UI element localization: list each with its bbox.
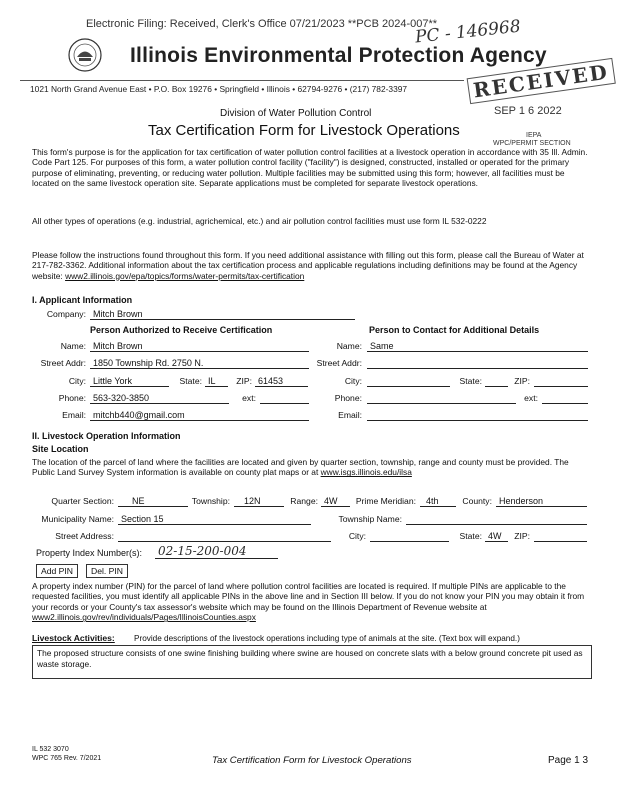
livestock-activities-label: Livestock Activities: (32, 633, 115, 643)
footer-title: Tax Certification Form for Livestock Operations (212, 755, 412, 766)
livestock-activities-hint: Provide descriptions of the livestock operations including type of animals at the site. (Text box will expand.) (134, 634, 520, 643)
township-label: Township: (191, 496, 230, 506)
stamp-section: WPC/PERMIT SECTION (493, 140, 571, 147)
contact-zip-field[interactable] (534, 376, 588, 387)
county-label: County: (462, 496, 492, 506)
prime-meridian-field[interactable]: 4th (420, 496, 456, 507)
range-field[interactable]: 4W (321, 496, 350, 507)
state-field[interactable]: IL (205, 376, 228, 387)
site-city-label: City: (348, 531, 366, 541)
section2-heading: II. Livestock Operation Information (32, 431, 181, 441)
range-label: Range: (290, 496, 318, 506)
prime-meridian-label: Prime Meridian: (355, 496, 416, 506)
header-rule (20, 80, 464, 81)
pc-number-handwritten: PC - 146968 (414, 16, 522, 48)
intro-paragraph-2: All other types of operations (e.g. industrial, agrichemical, etc.) and air pollution control facilities must use form IL 532-0222 (32, 216, 487, 226)
township-name-field[interactable] (406, 514, 587, 525)
contact-state-label: State: (459, 376, 482, 386)
agency-address: 1021 North Grand Avenue East • P.O. Box 19276 • Springfield • Illinois • 62794-9276 • (217) 782-3397 (30, 84, 408, 94)
isgs-link[interactable]: www.isgs.illinois.edu/ilsa (320, 467, 412, 478)
form-title: Tax Certification Form for Livestock Operations (148, 122, 460, 139)
intro-paragraph-1: This form's purpose is for the application for tax certification of water pollution control facilities at a livestock operation in accordance with 35 Ill. Admin. Code Part 125. For purposes of this form, a water pollution control facility ("facility") is designed, constructed, installed or operated for the primary purpose of eliminating, preventing, or reducing water pollution. Multiple facilities may be submitted using this form; however, all facilities must be located on the same livestock operation site. Separate applications must be completed for separate livestock operations. (32, 147, 588, 189)
contact-name-label: Name: (336, 341, 362, 351)
ext-label: ext: (242, 393, 256, 403)
state-label: State: (179, 376, 202, 386)
street-field[interactable]: 1850 Township Rd. 2750 N. (90, 358, 309, 369)
contact-street-field[interactable] (367, 358, 588, 369)
contact-person-heading: Person to Contact for Additional Details (369, 325, 540, 335)
contact-ext-field[interactable] (542, 393, 588, 404)
contact-ext-label: ext: (524, 393, 538, 403)
contact-zip-label: ZIP: (514, 376, 530, 386)
municipality-field[interactable]: Section 15 (118, 514, 311, 525)
email-field[interactable]: mitchb440@gmail.com (90, 410, 309, 421)
tax-cert-link[interactable]: www2.illinois.gov/epa/topics/forms/water-permits/tax-certification (65, 270, 305, 281)
contact-phone-field[interactable] (367, 393, 516, 404)
intro-paragraph-3-text: Please follow the instructions found throughout this form. If you need additional assistance with filling out this form, please call the Bureau of Water at 217-782-3362. Additional information about the tax certification process and applicable regulations including definitions may be found at the Agency website: (32, 250, 584, 281)
pin-label: Property Index Number(s): (36, 548, 143, 558)
phone-field[interactable]: 563-320-3850 (90, 393, 229, 404)
company-label: Company: (46, 309, 86, 319)
site-city-field[interactable] (370, 531, 449, 542)
site-street-field[interactable] (118, 531, 331, 542)
site-zip-field[interactable] (534, 531, 587, 542)
site-location-text (32, 457, 588, 478)
township-name-label: Township Name: (338, 514, 402, 524)
iepa-logo-icon (68, 38, 102, 72)
section1-heading: I. Applicant Information (32, 295, 133, 305)
add-pin-button[interactable]: Add PIN (36, 564, 78, 578)
contact-state-field[interactable] (485, 376, 508, 387)
received-stamp-text: RECEIVED (467, 58, 616, 104)
email-label: Email: (62, 410, 86, 420)
site-state-label: State: (459, 531, 482, 541)
intro-paragraph-3 (32, 250, 588, 281)
city-field[interactable]: Little York (90, 376, 169, 387)
name-label: Name: (60, 341, 86, 351)
site-street-label: Street Address: (55, 531, 114, 541)
footer-form-number: IL 532 3070 (32, 746, 69, 753)
township-field[interactable]: 12N (234, 496, 284, 507)
contact-city-label: City: (344, 376, 362, 386)
pin-instructions (32, 581, 588, 623)
quarter-section-field[interactable]: NE (118, 496, 188, 507)
zip-field[interactable]: 61453 (255, 376, 308, 387)
city-label: City: (68, 376, 86, 386)
livestock-activities-textbox[interactable] (32, 645, 592, 679)
company-field[interactable]: Mitch Brown (90, 309, 355, 320)
zip-label: ZIP: (236, 376, 252, 386)
contact-email-field[interactable] (367, 410, 588, 421)
county-field[interactable]: Henderson (496, 496, 587, 507)
received-date: SEP 1 6 2022 (494, 105, 562, 117)
street-label: Street Addr: (40, 358, 86, 368)
contact-name-field[interactable]: Same (367, 341, 588, 352)
contact-email-label: Email: (338, 410, 362, 420)
contact-phone-label: Phone: (334, 393, 362, 403)
quarter-section-label: Quarter Section: (51, 496, 114, 506)
livestock-activities-value: The proposed structure consists of one swine finishing building where swine are housed on concrete slats with a below ground concrete pit used as waste storage. (37, 648, 583, 669)
authorized-person-heading: Person Authorized to Receive Certification (90, 325, 273, 335)
delete-pin-button[interactable]: Del. PIN (86, 564, 128, 578)
pin-field[interactable]: 02-15-200-004 (155, 544, 278, 559)
site-location-heading: Site Location (32, 444, 89, 454)
footer-revision: WPC 765 Rev. 7/2021 (32, 755, 102, 762)
contact-city-field[interactable] (367, 376, 450, 387)
site-location-description: The location of the parcel of land where the facilities are located and given by quarter section, township, range and county must be provided. The Public Land Survey System information is available on county plat maps or at (32, 457, 569, 478)
contact-street-label: Street Addr: (316, 358, 362, 368)
phone-label: Phone: (58, 393, 86, 403)
filing-stamp: Electronic Filing: Received, Clerk's Office 07/21/2023 **PCB 2024-007** (86, 18, 438, 30)
municipality-label: Municipality Name: (41, 514, 114, 524)
agency-title: Illinois Environmental Protection Agency (130, 44, 547, 67)
site-zip-label: ZIP: (514, 531, 530, 541)
footer-page: Page 1 3 (548, 755, 589, 766)
stamp-agency: IEPA (526, 132, 542, 139)
name-field[interactable]: Mitch Brown (90, 341, 309, 352)
division-name: Division of Water Pollution Control (220, 108, 372, 119)
site-state-field[interactable]: 4W (485, 531, 508, 542)
pin-instructions-text: A property index number (PIN) for the parcel of land where pollution control facilities are located is required. If multiple PINs are applicable to the requested facilities, you must identify all applicable PINs in the above line and in Section III below. If you do not know your PIN you may obtain it from your records or your County's tax assessor's website which may be found on the Illinois Department of Revenue website at (32, 581, 585, 612)
received-stamp (467, 59, 611, 106)
idor-counties-link[interactable]: www2.illinois.gov/rev/individuals/Pages/IllinoisCounties.aspx (32, 612, 256, 623)
